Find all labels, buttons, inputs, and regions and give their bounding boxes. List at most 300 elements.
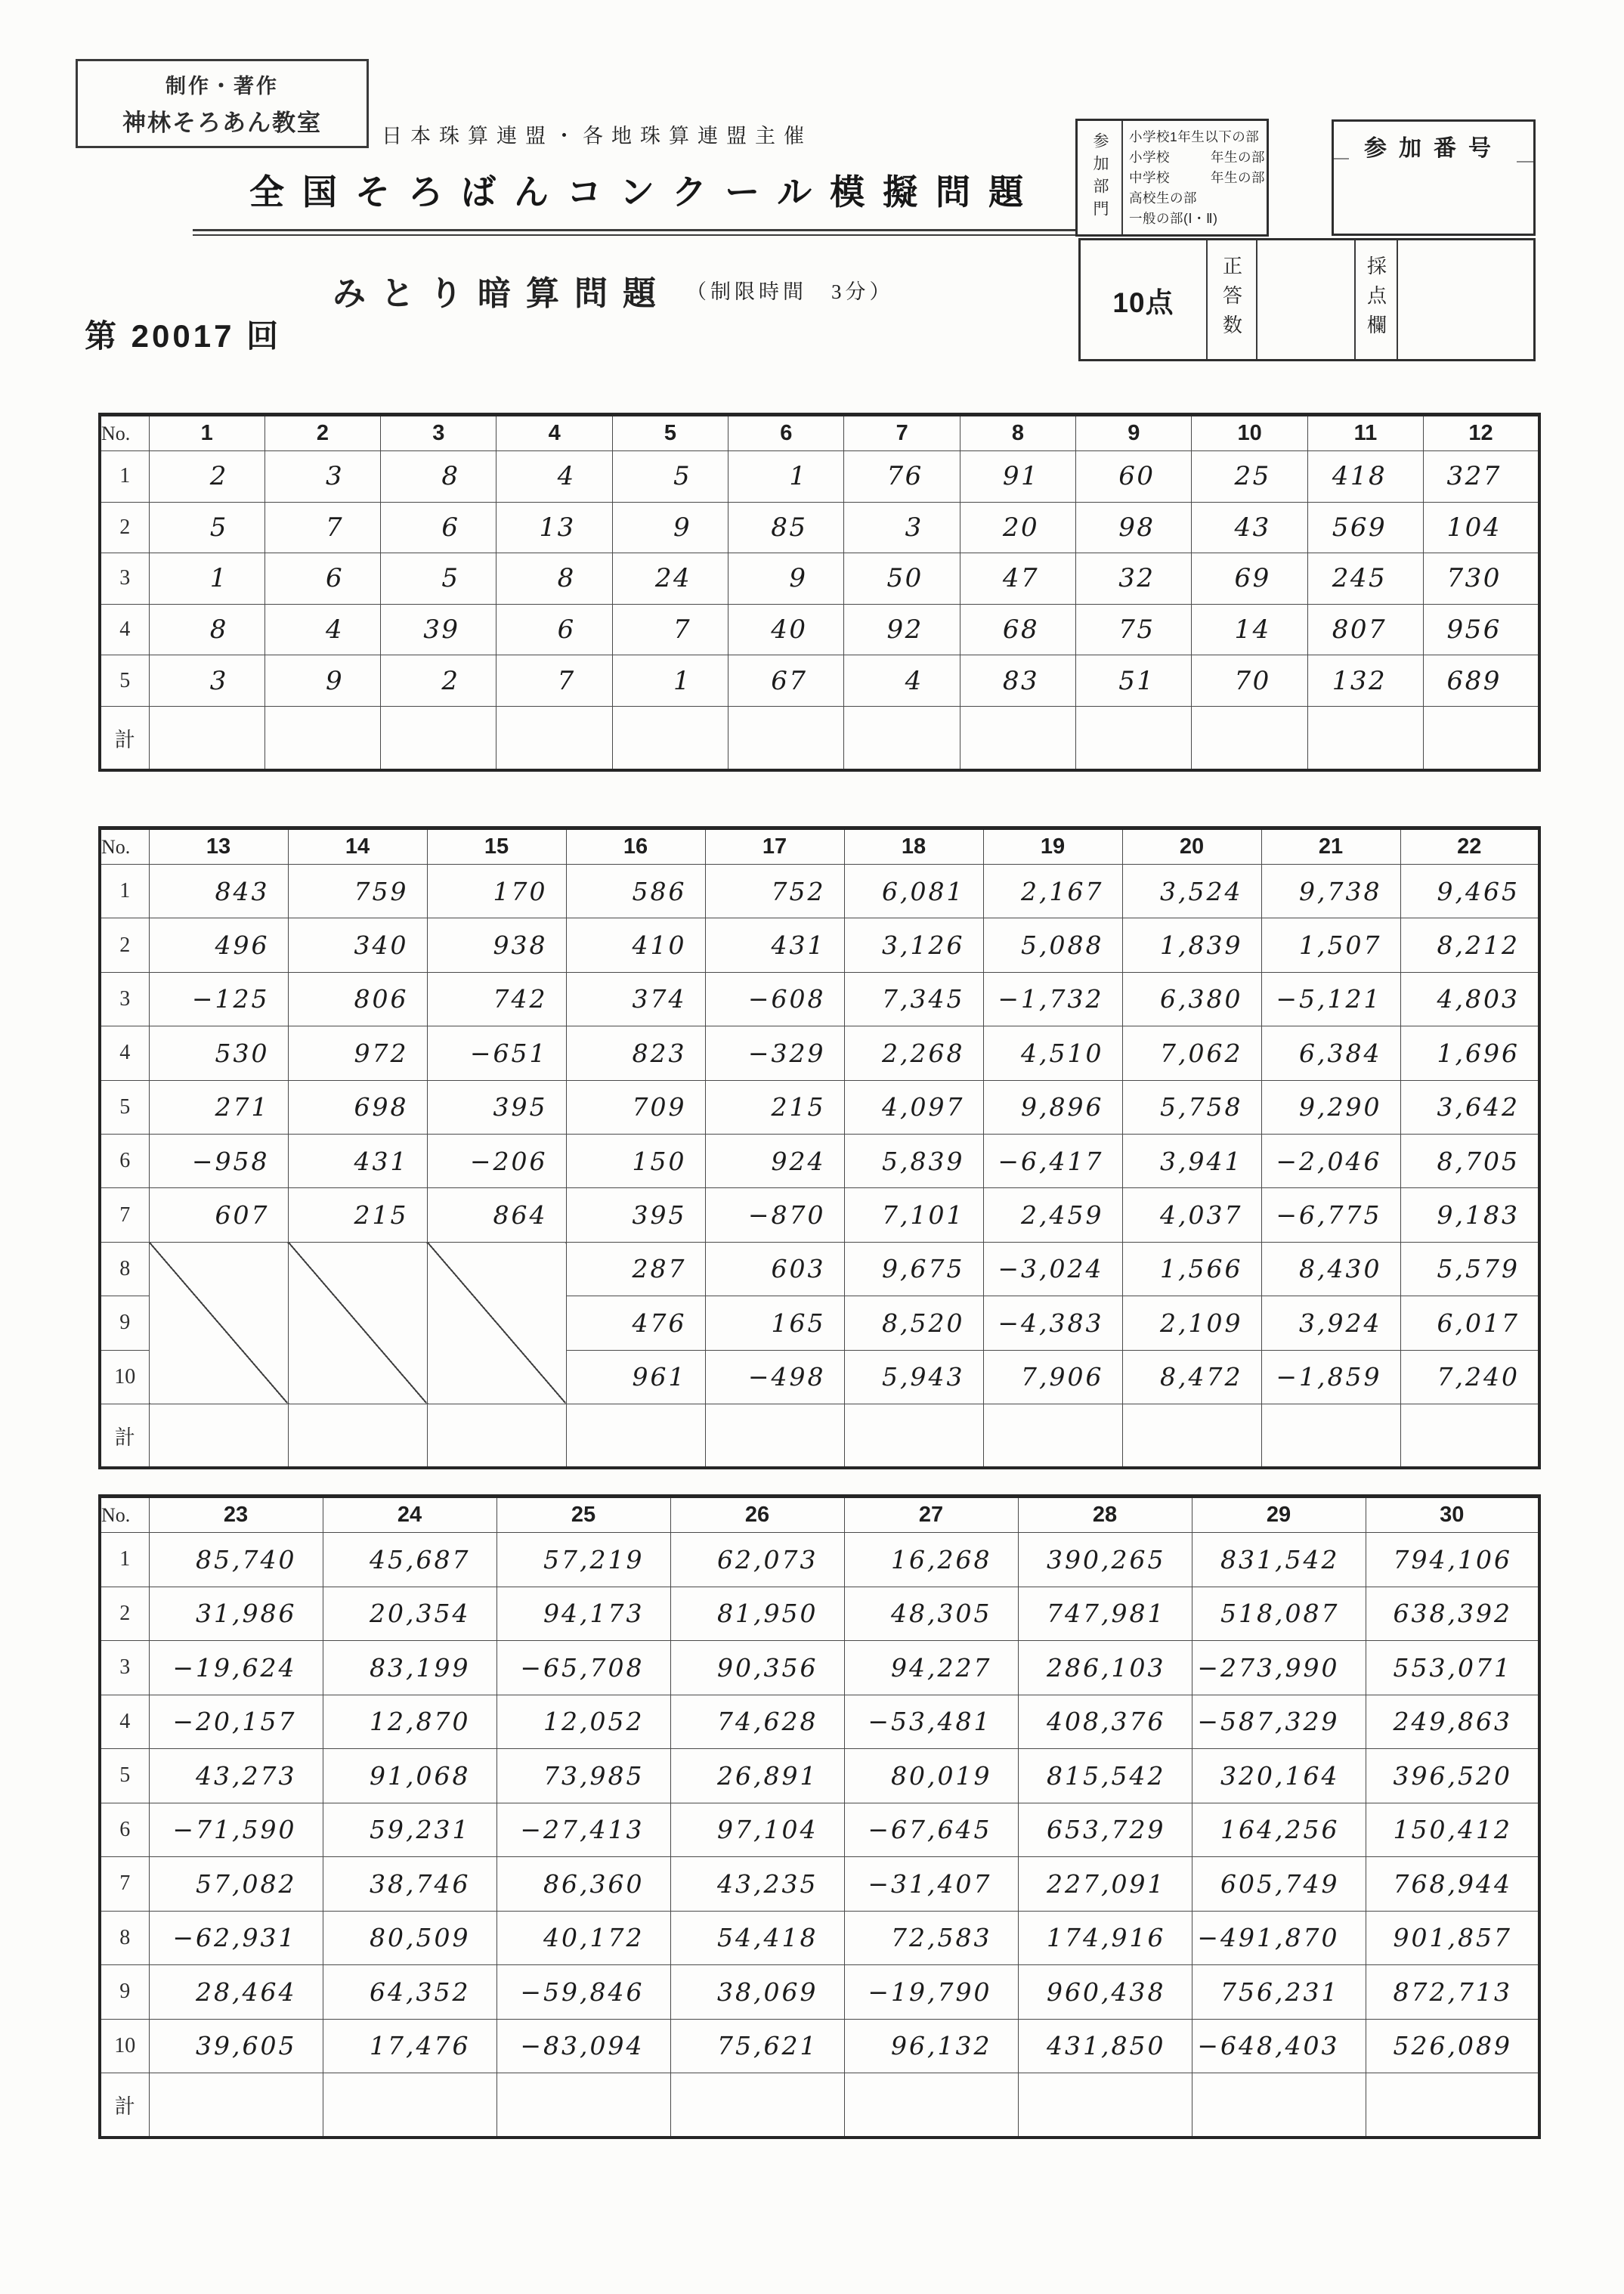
value-cell-col3-row3: 5: [381, 553, 496, 605]
value-cell-col22-row7: 9,183: [1400, 1188, 1539, 1242]
value-cell-col25-row3: −65,708: [496, 1641, 670, 1695]
value-cell-col20-row6: 3,941: [1122, 1134, 1261, 1187]
value-cell-col18-row9: 8,520: [844, 1296, 983, 1350]
entry-division-option: 中学校 年生の部: [1129, 169, 1265, 185]
total-answer-cell-col21: [1261, 1404, 1400, 1468]
value-cell-col25-row5: 73,985: [496, 1749, 670, 1803]
value-cell-col9-row1: 60: [1076, 451, 1192, 503]
value-cell-col13-row7: 607: [149, 1188, 288, 1242]
value-cell-col13-row3: −125: [149, 972, 288, 1026]
value-cell-col23-row8: −62,931: [149, 1911, 323, 1965]
total-answer-cell-col4: [496, 706, 612, 770]
value-cell-col24-row8: 80,509: [323, 1911, 496, 1965]
value-cell-col20-row10: 8,472: [1122, 1350, 1261, 1404]
value-cell-col15-row1: 170: [427, 865, 566, 918]
value-cell-col28-row6: 653,729: [1018, 1803, 1192, 1857]
entry-number-label: 参加番号: [1364, 136, 1503, 161]
organizer-text: 日本珠算連盟・各地珠算連盟主催: [382, 125, 812, 147]
total-answer-cell-col30: [1366, 2073, 1539, 2138]
value-cell-col14-row5: 698: [288, 1080, 427, 1134]
value-cell-col4-row2: 13: [496, 502, 612, 553]
total-answer-cell-col14: [288, 1404, 427, 1468]
row-number: 5: [100, 1749, 149, 1803]
column-header-25: 25: [496, 1497, 670, 1533]
value-cell-col19-row9: −4,383: [983, 1296, 1122, 1350]
value-cell-col21-row2: 1,507: [1261, 918, 1400, 972]
value-cell-col22-row9: 6,017: [1400, 1296, 1539, 1350]
value-cell-col12-row1: 327: [1424, 451, 1539, 503]
column-header-26: 26: [670, 1497, 844, 1533]
column-header-3: 3: [381, 415, 496, 451]
value-cell-col18-row4: 2,268: [844, 1026, 983, 1080]
value-cell-col16-row8: 287: [566, 1242, 705, 1296]
total-answer-cell-col13: [149, 1404, 288, 1468]
value-cell-col3-row2: 6: [381, 502, 496, 553]
problem-table-3: [98, 1494, 1541, 2139]
value-cell-col16-row6: 150: [566, 1134, 705, 1187]
slash-cell: [149, 1242, 288, 1404]
value-cell-col23-row6: −71,590: [149, 1803, 323, 1857]
total-answer-cell-col8: [960, 706, 1075, 770]
column-header-27: 27: [844, 1497, 1018, 1533]
value-cell-col21-row4: 6,384: [1261, 1026, 1400, 1080]
value-cell-col12-row4: 956: [1424, 604, 1539, 655]
value-cell-col18-row3: 7,345: [844, 972, 983, 1026]
value-cell-col6-row4: 40: [728, 604, 844, 655]
score-box: [1078, 238, 1536, 361]
total-answer-cell-col17: [705, 1404, 844, 1468]
value-cell-col9-row2: 98: [1076, 502, 1192, 553]
value-cell-col7-row4: 92: [844, 604, 960, 655]
value-cell-col29-row6: 164,256: [1192, 1803, 1366, 1857]
value-cell-col25-row2: 94,173: [496, 1587, 670, 1641]
grading-label-cell: [1354, 240, 1398, 359]
row-number: 7: [100, 1188, 149, 1242]
value-cell-col10-row3: 69: [1192, 553, 1307, 605]
entry-number-box: [1332, 119, 1536, 236]
value-cell-col9-row3: 32: [1076, 553, 1192, 605]
column-header-4: 4: [496, 415, 612, 451]
row-number: 2: [100, 1587, 149, 1641]
value-cell-col14-row3: 806: [288, 972, 427, 1026]
value-cell-col16-row3: 374: [566, 972, 705, 1026]
total-answer-cell-col23: [149, 2073, 323, 2138]
value-cell-col17-row10: −498: [705, 1350, 844, 1404]
row-number: 10: [100, 2019, 149, 2073]
value-cell-col9-row5: 51: [1076, 655, 1192, 707]
value-cell-col25-row6: −27,413: [496, 1803, 670, 1857]
value-cell-col19-row2: 5,088: [983, 918, 1122, 972]
value-cell-col2-row1: 3: [264, 451, 380, 503]
entry-division-label: 参加部門: [1091, 132, 1109, 223]
value-cell-col15-row5: 395: [427, 1080, 566, 1134]
value-cell-col1-row4: 8: [149, 604, 264, 655]
value-cell-col16-row7: 395: [566, 1188, 705, 1242]
value-cell-col6-row2: 85: [728, 502, 844, 553]
value-cell-col25-row10: −83,094: [496, 2019, 670, 2073]
slash-cell: [288, 1242, 427, 1404]
entry-division-option: 一般の部(Ⅰ・Ⅱ): [1129, 210, 1218, 226]
value-cell-col25-row9: −59,846: [496, 1965, 670, 2020]
value-cell-col29-row7: 605,749: [1192, 1857, 1366, 1912]
value-cell-col17-row9: 165: [705, 1296, 844, 1350]
value-cell-col24-row10: 17,476: [323, 2019, 496, 2073]
column-header-14: 14: [288, 828, 427, 865]
value-cell-col6-row3: 9: [728, 553, 844, 605]
column-header-16: 16: [566, 828, 705, 865]
row-number: 6: [100, 1134, 149, 1187]
value-cell-col11-row4: 807: [1307, 604, 1423, 655]
value-cell-col7-row1: 76: [844, 451, 960, 503]
value-cell-col13-row2: 496: [149, 918, 288, 972]
value-cell-col5-row2: 9: [612, 502, 728, 553]
value-cell-col14-row7: 215: [288, 1188, 427, 1242]
column-header-19: 19: [983, 828, 1122, 865]
value-cell-col26-row9: 38,069: [670, 1965, 844, 2020]
value-cell-col11-row5: 132: [1307, 655, 1423, 707]
value-cell-col18-row5: 4,097: [844, 1080, 983, 1134]
value-cell-col25-row7: 86,360: [496, 1857, 670, 1912]
column-header-6: 6: [728, 415, 844, 451]
column-header-1: 1: [149, 415, 264, 451]
row-number: 10: [100, 1350, 149, 1404]
value-cell-col29-row3: −273,990: [1192, 1641, 1366, 1695]
total-answer-cell-col26: [670, 2073, 844, 2138]
value-cell-col16-row4: 823: [566, 1026, 705, 1080]
maker-box: [76, 59, 369, 148]
total-answer-cell-col5: [612, 706, 728, 770]
row-number: 3: [100, 1641, 149, 1695]
value-cell-col23-row7: 57,082: [149, 1857, 323, 1912]
value-cell-col27-row1: 16,268: [844, 1533, 1018, 1587]
value-cell-col23-row1: 85,740: [149, 1533, 323, 1587]
column-header-9: 9: [1076, 415, 1192, 451]
column-header-10: 10: [1192, 415, 1307, 451]
value-cell-col5-row1: 5: [612, 451, 728, 503]
column-header-12: 12: [1424, 415, 1539, 451]
value-cell-col15-row6: −206: [427, 1134, 566, 1187]
entry-division-label-cell: [1078, 121, 1123, 234]
value-cell-col17-row7: −870: [705, 1188, 844, 1242]
value-cell-col22-row10: 7,240: [1400, 1350, 1539, 1404]
problem-table-2: [98, 826, 1541, 1469]
value-cell-col14-row1: 759: [288, 865, 427, 918]
round-number: 第 20017 回: [85, 318, 282, 354]
value-cell-col5-row5: 1: [612, 655, 728, 707]
entry-division-box: [1075, 119, 1269, 237]
value-cell-col29-row5: 320,164: [1192, 1749, 1366, 1803]
total-answer-cell-col29: [1192, 2073, 1366, 2138]
value-cell-col18-row6: 5,839: [844, 1134, 983, 1187]
value-cell-col28-row3: 286,103: [1018, 1641, 1192, 1695]
value-cell-col20-row2: 1,839: [1122, 918, 1261, 972]
value-cell-col27-row10: 96,132: [844, 2019, 1018, 2073]
value-cell-col14-row6: 431: [288, 1134, 427, 1187]
row-number: 5: [100, 655, 149, 707]
value-cell-col1-row1: 2: [149, 451, 264, 503]
value-cell-col17-row2: 431: [705, 918, 844, 972]
value-cell-col29-row1: 831,542: [1192, 1533, 1366, 1587]
value-cell-col21-row5: 9,290: [1261, 1080, 1400, 1134]
value-cell-col19-row7: 2,459: [983, 1188, 1122, 1242]
column-header-17: 17: [705, 828, 844, 865]
value-cell-col29-row9: 756,231: [1192, 1965, 1366, 2020]
row-number: 3: [100, 553, 149, 605]
value-cell-col3-row1: 8: [381, 451, 496, 503]
title-underline: [193, 229, 1137, 231]
row-number: 1: [100, 1533, 149, 1587]
value-cell-col19-row10: 7,906: [983, 1350, 1122, 1404]
value-cell-col1-row3: 1: [149, 553, 264, 605]
value-cell-col16-row2: 410: [566, 918, 705, 972]
value-cell-col13-row4: 530: [149, 1026, 288, 1080]
total-answer-cell-col16: [566, 1404, 705, 1468]
value-cell-col4-row4: 6: [496, 604, 612, 655]
value-cell-col11-row2: 569: [1307, 502, 1423, 553]
value-cell-col5-row4: 7: [612, 604, 728, 655]
row-number: 8: [100, 1242, 149, 1296]
value-cell-col18-row8: 9,675: [844, 1242, 983, 1296]
total-answer-cell-col2: [264, 706, 380, 770]
value-cell-col8-row5: 83: [960, 655, 1075, 707]
total-answer-cell-col10: [1192, 706, 1307, 770]
value-cell-col21-row1: 9,738: [1261, 865, 1400, 918]
value-cell-col30-row4: 249,863: [1366, 1695, 1539, 1749]
value-cell-col17-row6: 924: [705, 1134, 844, 1187]
title-underline: [193, 234, 1137, 236]
value-cell-col7-row5: 4: [844, 655, 960, 707]
value-cell-col17-row5: 215: [705, 1080, 844, 1134]
value-cell-col8-row2: 20: [960, 502, 1075, 553]
value-cell-col20-row5: 5,758: [1122, 1080, 1261, 1134]
value-cell-col17-row3: −608: [705, 972, 844, 1026]
value-cell-col23-row9: 28,464: [149, 1965, 323, 2020]
value-cell-col4-row3: 8: [496, 553, 612, 605]
value-cell-col2-row5: 9: [264, 655, 380, 707]
column-header-8: 8: [960, 415, 1075, 451]
value-cell-col19-row6: −6,417: [983, 1134, 1122, 1187]
points-label: 10点: [1112, 286, 1174, 318]
value-cell-col19-row4: 4,510: [983, 1026, 1122, 1080]
value-cell-col6-row1: 1: [728, 451, 844, 503]
row-number: 8: [100, 1911, 149, 1965]
value-cell-col18-row1: 6,081: [844, 865, 983, 918]
column-header-7: 7: [844, 415, 960, 451]
value-cell-col27-row3: 94,227: [844, 1641, 1018, 1695]
row-number: 2: [100, 502, 149, 553]
value-cell-col30-row2: 638,392: [1366, 1587, 1539, 1641]
total-answer-cell-col15: [427, 1404, 566, 1468]
value-cell-col29-row4: −587,329: [1192, 1695, 1366, 1749]
row-number: 4: [100, 604, 149, 655]
section-title: みとり暗算問題: [333, 275, 671, 312]
value-cell-col9-row4: 75: [1076, 604, 1192, 655]
value-cell-col10-row2: 43: [1192, 502, 1307, 553]
value-cell-col30-row8: 901,857: [1366, 1911, 1539, 1965]
column-header-21: 21: [1261, 828, 1400, 865]
value-cell-col4-row1: 4: [496, 451, 612, 503]
value-cell-col26-row2: 81,950: [670, 1587, 844, 1641]
row-number: 6: [100, 1803, 149, 1857]
entry-division-options: [1123, 121, 1267, 234]
value-cell-col2-row2: 7: [264, 502, 380, 553]
row-number: 4: [100, 1026, 149, 1080]
page-title: 全国そろばんコンクール模擬問題: [249, 173, 1042, 212]
value-cell-col21-row7: −6,775: [1261, 1188, 1400, 1242]
value-cell-col23-row2: 31,986: [149, 1587, 323, 1641]
value-cell-col1-row5: 3: [149, 655, 264, 707]
value-cell-col13-row1: 843: [149, 865, 288, 918]
value-cell-col21-row9: 3,924: [1261, 1296, 1400, 1350]
value-cell-col14-row2: 340: [288, 918, 427, 972]
value-cell-col24-row6: 59,231: [323, 1803, 496, 1857]
problem-table-1: [98, 413, 1541, 772]
total-answer-cell-col7: [844, 706, 960, 770]
value-cell-col21-row8: 8,430: [1261, 1242, 1400, 1296]
value-cell-col25-row8: 40,172: [496, 1911, 670, 1965]
value-cell-col11-row3: 245: [1307, 553, 1423, 605]
row-number: 4: [100, 1695, 149, 1749]
school-name: 神林そろあん教室: [122, 110, 322, 136]
column-header-2: 2: [264, 415, 380, 451]
row-number: 9: [100, 1296, 149, 1350]
value-cell-col28-row1: 390,265: [1018, 1533, 1192, 1587]
value-cell-col22-row4: 1,696: [1400, 1026, 1539, 1080]
column-header-11: 11: [1307, 415, 1423, 451]
no-column-header: No.: [100, 415, 149, 451]
value-cell-col26-row8: 54,418: [670, 1911, 844, 1965]
grading-label: 採点欄: [1364, 255, 1387, 344]
value-cell-col22-row2: 8,212: [1400, 918, 1539, 972]
value-cell-col30-row3: 553,071: [1366, 1641, 1539, 1695]
value-cell-col28-row8: 174,916: [1018, 1911, 1192, 1965]
total-answer-cell-col6: [728, 706, 844, 770]
maker-label: 制作・著作: [165, 75, 279, 98]
value-cell-col15-row3: 742: [427, 972, 566, 1026]
total-answer-cell-col24: [323, 2073, 496, 2138]
value-cell-col5-row3: 24: [612, 553, 728, 605]
value-cell-col16-row9: 476: [566, 1296, 705, 1350]
value-cell-col8-row4: 68: [960, 604, 1075, 655]
value-cell-col6-row5: 67: [728, 655, 844, 707]
value-cell-col19-row1: 2,167: [983, 865, 1122, 918]
value-cell-col20-row4: 7,062: [1122, 1026, 1261, 1080]
entry-division-option: 小学校1年生以下の部: [1129, 128, 1260, 144]
value-cell-col3-row5: 2: [381, 655, 496, 707]
column-header-23: 23: [149, 1497, 323, 1533]
value-cell-col27-row7: −31,407: [844, 1857, 1018, 1912]
value-cell-col26-row10: 75,621: [670, 2019, 844, 2073]
value-cell-col29-row2: 518,087: [1192, 1587, 1366, 1641]
value-cell-col28-row10: 431,850: [1018, 2019, 1192, 2073]
value-cell-col19-row8: −3,024: [983, 1242, 1122, 1296]
row-number: 1: [100, 451, 149, 503]
value-cell-col27-row8: 72,583: [844, 1911, 1018, 1965]
total-answer-cell-col20: [1122, 1404, 1261, 1468]
value-cell-col29-row10: −648,403: [1192, 2019, 1366, 2073]
grading-write-area: [1398, 240, 1533, 359]
value-cell-col21-row3: −5,121: [1261, 972, 1400, 1026]
value-cell-col26-row1: 62,073: [670, 1533, 844, 1587]
value-cell-col24-row1: 45,687: [323, 1533, 496, 1587]
value-cell-col10-row4: 14: [1192, 604, 1307, 655]
value-cell-col21-row10: −1,859: [1261, 1350, 1400, 1404]
value-cell-col10-row5: 70: [1192, 655, 1307, 707]
value-cell-col25-row1: 57,219: [496, 1533, 670, 1587]
value-cell-col10-row1: 25: [1192, 451, 1307, 503]
slash-cell: [427, 1242, 566, 1404]
row-number: 9: [100, 1965, 149, 2020]
value-cell-col13-row6: −958: [149, 1134, 288, 1187]
value-cell-col22-row3: 4,803: [1400, 972, 1539, 1026]
value-cell-col28-row4: 408,376: [1018, 1695, 1192, 1749]
column-header-5: 5: [612, 415, 728, 451]
total-row-label: 計: [100, 2073, 149, 2138]
total-row-label: 計: [100, 1404, 149, 1468]
column-header-30: 30: [1366, 1497, 1539, 1533]
value-cell-col18-row7: 7,101: [844, 1188, 983, 1242]
row-number: 7: [100, 1857, 149, 1912]
value-cell-col15-row4: −651: [427, 1026, 566, 1080]
total-answer-cell-col11: [1307, 706, 1423, 770]
total-answer-cell-col18: [844, 1404, 983, 1468]
value-cell-col24-row3: 83,199: [323, 1641, 496, 1695]
column-header-22: 22: [1400, 828, 1539, 865]
column-header-13: 13: [149, 828, 288, 865]
value-cell-col26-row4: 74,628: [670, 1695, 844, 1749]
value-cell-col26-row6: 97,104: [670, 1803, 844, 1857]
value-cell-col16-row5: 709: [566, 1080, 705, 1134]
value-cell-col29-row8: −491,870: [1192, 1911, 1366, 1965]
value-cell-col26-row5: 26,891: [670, 1749, 844, 1803]
value-cell-col12-row2: 104: [1424, 502, 1539, 553]
no-column-header: No.: [100, 1497, 149, 1533]
column-header-15: 15: [427, 828, 566, 865]
row-number: 2: [100, 918, 149, 972]
row-number: 5: [100, 1080, 149, 1134]
value-cell-col1-row2: 5: [149, 502, 264, 553]
total-answer-cell-col1: [149, 706, 264, 770]
value-cell-col3-row4: 39: [381, 604, 496, 655]
value-cell-col28-row9: 960,438: [1018, 1965, 1192, 2020]
value-cell-col24-row5: 91,068: [323, 1749, 496, 1803]
value-cell-col28-row7: 227,091: [1018, 1857, 1192, 1912]
value-cell-col22-row5: 3,642: [1400, 1080, 1539, 1134]
value-cell-col30-row10: 526,089: [1366, 2019, 1539, 2073]
column-header-29: 29: [1192, 1497, 1366, 1533]
total-answer-cell-col25: [496, 2073, 670, 2138]
total-answer-cell-col19: [983, 1404, 1122, 1468]
value-cell-col30-row1: 794,106: [1366, 1533, 1539, 1587]
total-answer-cell-col9: [1076, 706, 1192, 770]
value-cell-col22-row1: 9,465: [1400, 865, 1539, 918]
column-header-18: 18: [844, 828, 983, 865]
write-in-tick: [1517, 161, 1533, 163]
value-cell-col24-row2: 20,354: [323, 1587, 496, 1641]
value-cell-col27-row9: −19,790: [844, 1965, 1018, 2020]
value-cell-col21-row6: −2,046: [1261, 1134, 1400, 1187]
value-cell-col20-row9: 2,109: [1122, 1296, 1261, 1350]
value-cell-col16-row10: 961: [566, 1350, 705, 1404]
row-number: 1: [100, 865, 149, 918]
value-cell-col12-row3: 730: [1424, 553, 1539, 605]
value-cell-col2-row4: 4: [264, 604, 380, 655]
value-cell-col7-row3: 50: [844, 553, 960, 605]
column-header-24: 24: [323, 1497, 496, 1533]
total-row-label: 計: [100, 706, 149, 770]
value-cell-col18-row10: 5,943: [844, 1350, 983, 1404]
total-answer-cell-col27: [844, 2073, 1018, 2138]
